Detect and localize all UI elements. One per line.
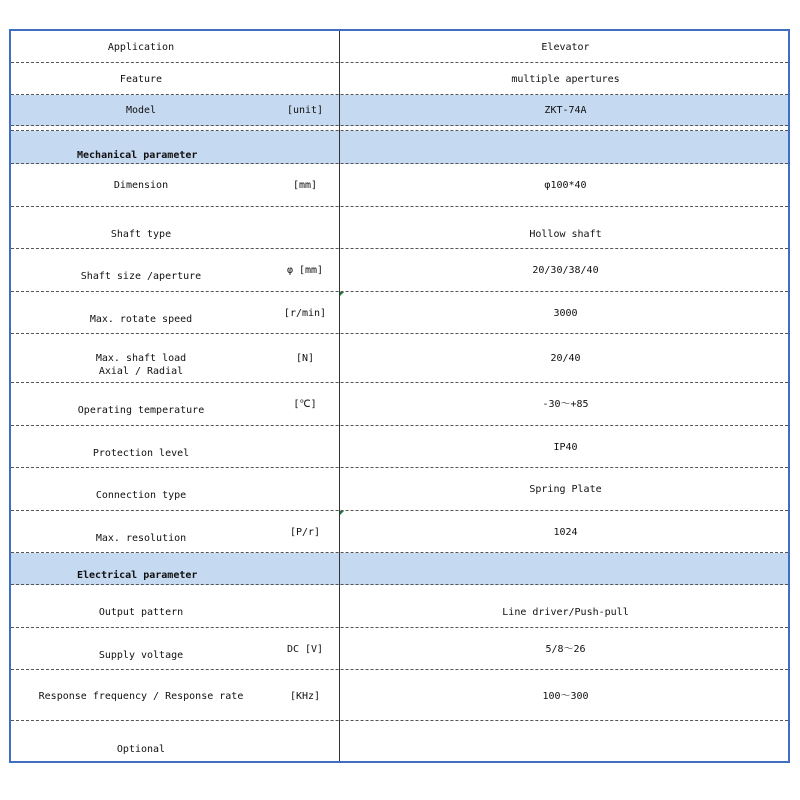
cell-marker-icon xyxy=(340,511,344,515)
table-row xyxy=(11,721,788,761)
row-label: Application xyxy=(107,42,175,53)
table-row xyxy=(11,585,788,628)
row-label: Output pattern xyxy=(98,607,184,618)
row-label: Model xyxy=(125,105,157,116)
row-unit: [r/min] xyxy=(283,308,327,319)
table-row xyxy=(11,95,788,126)
row-value: 1024 xyxy=(553,527,578,538)
row-label: Protection level xyxy=(92,448,190,459)
section-header xyxy=(11,131,788,164)
row-label: Max. resolution xyxy=(95,533,187,544)
row-unit: [mm] xyxy=(292,180,318,191)
row-label: Optional xyxy=(116,744,166,755)
table-row xyxy=(11,628,788,670)
row-value: 5/8～26 xyxy=(545,644,586,655)
row-label: Connection type xyxy=(95,490,187,501)
row-value: 3000 xyxy=(553,308,578,319)
row-unit: φ [mm] xyxy=(286,265,324,276)
table-row xyxy=(11,292,788,334)
row-value: φ100*40 xyxy=(544,180,587,191)
row-label-secondary: Axial / Radial xyxy=(98,366,184,377)
row-label: Dimension xyxy=(113,180,169,191)
table-row xyxy=(11,334,788,383)
row-label: Max. shaft load xyxy=(95,353,187,364)
row-label: Shaft size /aperture xyxy=(80,271,202,282)
row-value: ZKT-74A xyxy=(544,105,587,116)
row-unit: [KHz] xyxy=(289,691,321,702)
row-value: multiple apertures xyxy=(511,74,620,85)
column-divider xyxy=(339,31,340,761)
row-unit: [N] xyxy=(295,353,315,364)
spec-table xyxy=(9,29,790,763)
table-row xyxy=(11,63,788,95)
row-label: Operating temperature xyxy=(77,405,205,416)
row-value: 100～300 xyxy=(542,691,589,702)
table-row xyxy=(11,207,788,249)
row-unit: [℃] xyxy=(293,399,317,410)
row-label: Response frequency / Response rate xyxy=(38,691,244,702)
table-row xyxy=(11,511,788,553)
row-label: Max. rotate speed xyxy=(89,314,193,325)
table-row xyxy=(11,31,788,63)
row-value: Spring Plate xyxy=(529,484,602,495)
row-label: Feature xyxy=(119,74,163,85)
table-row xyxy=(11,670,788,721)
table-row xyxy=(11,468,788,511)
table-row xyxy=(11,249,788,292)
row-value: Hollow shaft xyxy=(529,229,602,240)
row-value: IP40 xyxy=(553,442,578,453)
row-label: Shaft type xyxy=(110,229,172,240)
table-row xyxy=(11,383,788,426)
row-value: -30～+85 xyxy=(542,399,589,410)
row-unit: [unit] xyxy=(286,105,324,116)
row-value: 20/30/38/40 xyxy=(532,265,599,276)
section-title: Mechanical parameter xyxy=(77,150,198,161)
section-header xyxy=(11,553,788,585)
row-unit: [P/r] xyxy=(289,527,321,538)
row-value: 20/40 xyxy=(550,353,581,364)
row-value: Elevator xyxy=(541,42,590,53)
section-title: Electrical parameter xyxy=(77,570,198,581)
row-label: Supply voltage xyxy=(98,650,184,661)
row-unit: DC [V] xyxy=(286,644,324,655)
table-row xyxy=(11,164,788,207)
cell-marker-icon xyxy=(340,292,344,296)
table-row xyxy=(11,426,788,468)
row-value: Line driver/Push-pull xyxy=(502,607,629,618)
